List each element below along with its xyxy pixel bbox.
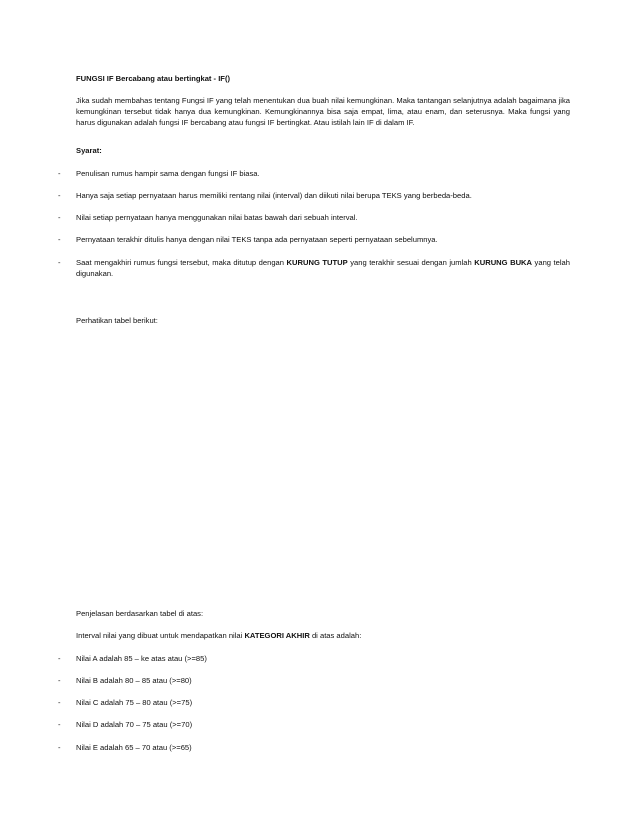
syarat-item-text: Hanya saja setiap pernyataan harus memiliki rentang nilai (interval) dan diikuti nilai berupa TEKS yang berbeda-beda. bbox=[76, 191, 472, 200]
nilai-item-text: Nilai C adalah 75 – 80 atau (>=75) bbox=[76, 698, 193, 707]
bullet-mark: - bbox=[58, 213, 61, 222]
nilai-item-text: Nilai B adalah 80 – 85 atau (>=80) bbox=[76, 676, 192, 685]
bullet-mark: - bbox=[58, 720, 61, 729]
bullet-mark: - bbox=[58, 258, 61, 267]
syarat5-part1: Saat mengakhiri rumus fungsi tersebut, maka ditutup dengan bbox=[76, 258, 287, 267]
nilai-item-text: Nilai D adalah 70 – 75 atau (>=70) bbox=[76, 720, 193, 729]
bullet-mark: - bbox=[58, 743, 61, 752]
syarat-heading: Syarat: bbox=[76, 146, 102, 155]
bullet-mark: - bbox=[58, 169, 61, 178]
bullet-mark: - bbox=[58, 235, 61, 244]
intro-paragraph: Jika sudah membahas tentang Fungsi IF yang telah menentukan dua buah nilai kemungkinan. Maka tantangan selanjutnya adalah bagaimana jika kemungkinan tersebut tidak hanya dua kemungkinan. Kemungkinannya bisa saja empat, lima, atau enam, dan seterusnya. Maka fungsi yang harus digunakan adalah fungsi IF bercabang atau fungsi IF bertingkat. Atau istilah lain IF di dalam IF. bbox=[76, 96, 570, 127]
nilai-item-text: Nilai A adalah 85 – ke atas atau (>=85) bbox=[76, 654, 207, 663]
nilai-item-text: Nilai E adalah 65 – 70 atau (>=65) bbox=[76, 743, 192, 752]
syarat5-part3: yang telah digunakan. bbox=[76, 258, 571, 278]
document-title: FUNGSI IF Bercabang atau bertingkat - IF() bbox=[76, 74, 230, 83]
penjelasan-text: Penjelasan berdasarkan tabel di atas: bbox=[76, 609, 204, 618]
bullet-mark: - bbox=[58, 654, 61, 663]
kategori-akhir-text: KATEGORI AKHIR bbox=[244, 631, 310, 640]
syarat-item-text: Pernyataan terakhir ditulis hanya dengan nilai TEKS tanpa ada pernyataan seperti pernyataan sebelumnya. bbox=[76, 235, 438, 244]
interval-line bbox=[76, 630, 570, 641]
syarat-item-text: Nilai setiap pernyataan hanya menggunakan nilai batas bawah dari sebuah interval. bbox=[76, 213, 358, 222]
syarat-item-text: Penulisan rumus hampir sama dengan fungsi IF biasa. bbox=[76, 169, 260, 178]
kurung-buka-text: KURUNG BUKA bbox=[474, 258, 533, 267]
bullet-mark: - bbox=[58, 191, 61, 200]
syarat-item-text bbox=[76, 257, 570, 279]
bullet-mark: - bbox=[58, 698, 61, 707]
bullet-mark: - bbox=[58, 676, 61, 685]
interval-part2: di atas adalah: bbox=[309, 631, 362, 640]
table-image-area bbox=[76, 330, 570, 595]
kurung-tutup-text: KURUNG TUTUP bbox=[286, 258, 348, 267]
syarat5-part2: yang terakhir sesuai dengan jumlah bbox=[347, 258, 475, 267]
perhatikan-text: Perhatikan tabel berikut: bbox=[76, 316, 158, 325]
interval-part1: Interval nilai yang dibuat untuk mendapatkan nilai bbox=[76, 631, 245, 640]
